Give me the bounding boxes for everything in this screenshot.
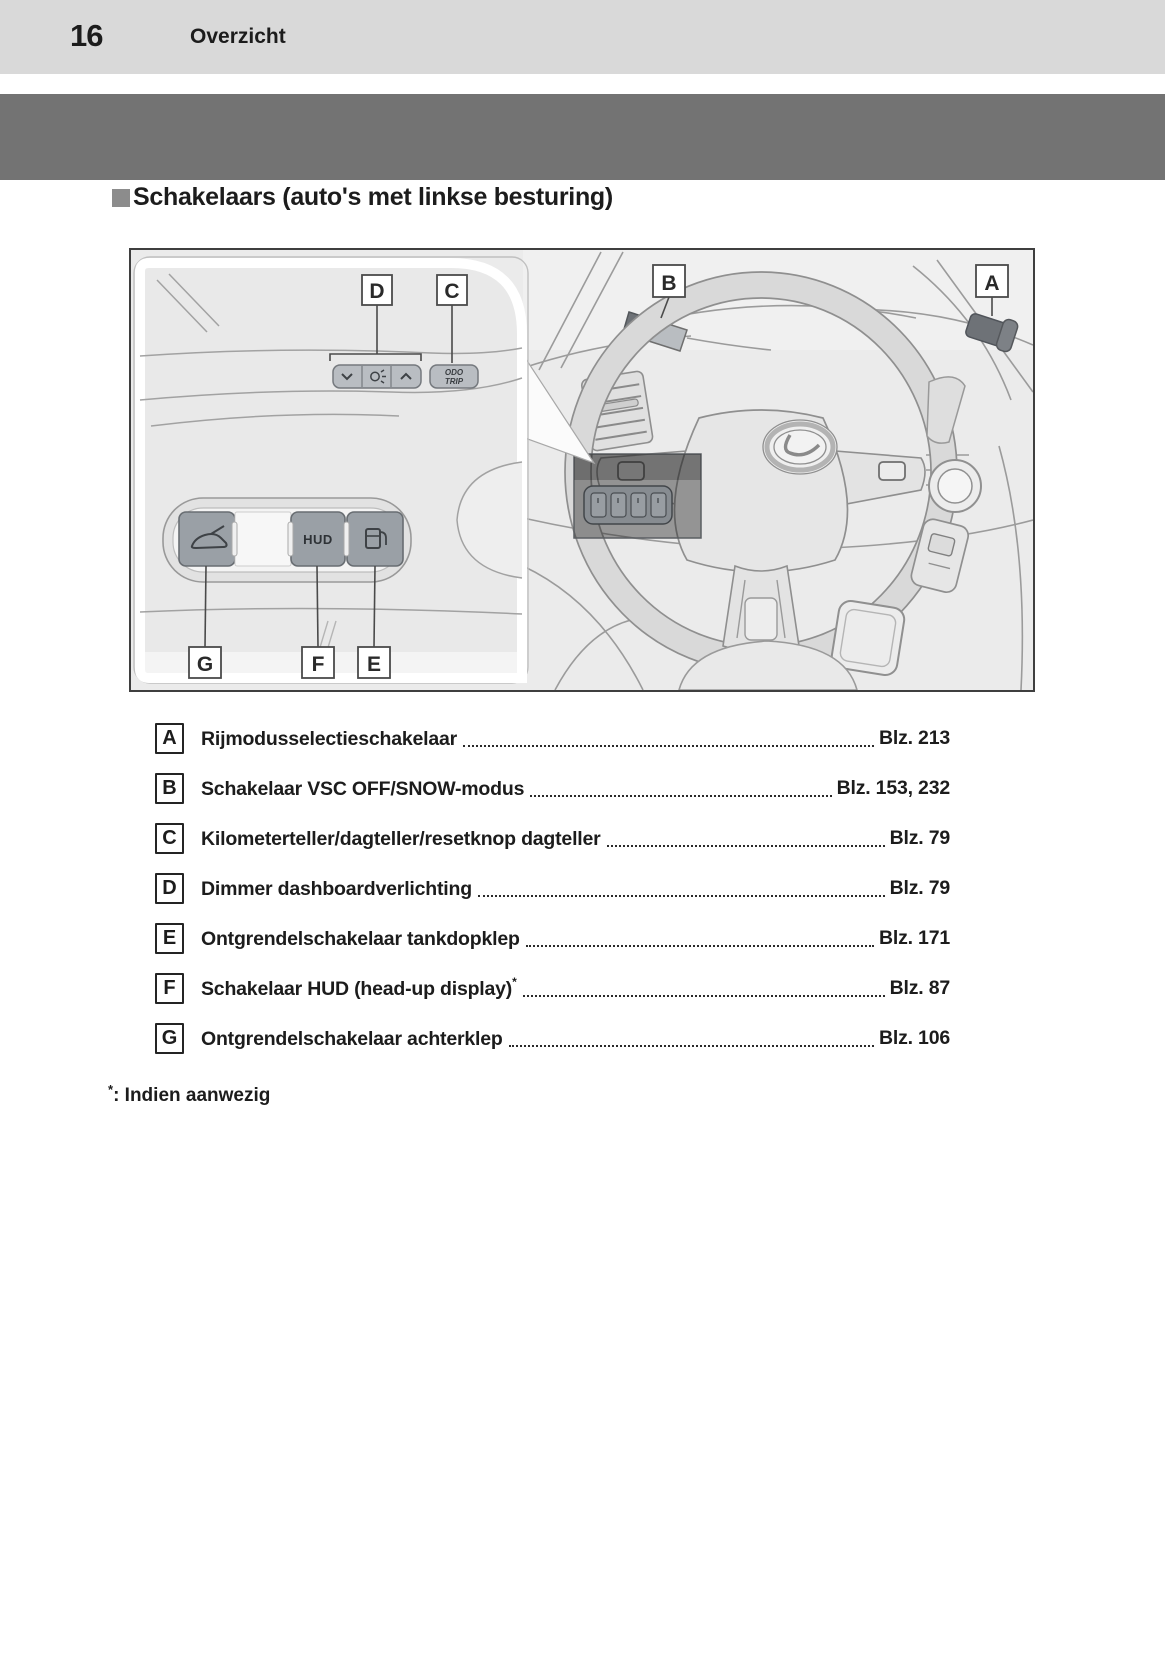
page-reference: Blz. 171 [878, 926, 950, 949]
footnote-asterisk: * [108, 1082, 114, 1097]
legend-label: Schakelaar HUD (head-up display)* [201, 975, 517, 1000]
dot-leader [478, 895, 885, 897]
legend-row-b [155, 772, 950, 804]
callout-key: D [155, 873, 184, 904]
section-heading [112, 183, 613, 212]
legend-row-c [155, 822, 950, 854]
section-title: Overzicht [190, 25, 286, 48]
legend-list [155, 722, 950, 1072]
dot-leader [607, 845, 885, 847]
page-number: 16 [70, 18, 103, 53]
page-reference: Blz. 79 [889, 876, 950, 899]
dot-leader [523, 995, 885, 997]
windshield-area [523, 250, 1033, 350]
inset-panel [134, 257, 528, 683]
dot-leader [463, 745, 874, 747]
callout-key: C [155, 823, 184, 854]
dashboard-illustration [131, 250, 1033, 690]
dot-leader [509, 1045, 874, 1047]
page-reference: Blz. 153, 232 [836, 776, 950, 799]
legend-row-f [155, 972, 950, 1004]
lexus-emblem [763, 420, 837, 474]
legend-row-g [155, 1022, 950, 1054]
hud-label: HUD [303, 532, 333, 547]
page-reference: Blz. 87 [889, 976, 950, 999]
callout-key: A [155, 723, 184, 754]
callout-a: A [984, 272, 1000, 295]
callout-key: E [155, 923, 184, 954]
right-spoke-button [879, 462, 905, 480]
start-button [929, 460, 981, 512]
section-heading-text: Schakelaars (auto's met linkse besturing) [133, 183, 613, 211]
chapter-banner [0, 94, 1165, 180]
legend-row-e [155, 922, 950, 954]
odo-trip-button [430, 365, 478, 388]
legend-row-d [155, 872, 950, 904]
dimmer-button-cluster [333, 365, 421, 388]
footnote [108, 1082, 270, 1107]
page-reference: Blz. 213 [878, 726, 950, 749]
callout-b: B [661, 272, 677, 295]
fuel-door-button [347, 512, 403, 566]
odo-label: ODO [444, 368, 464, 377]
callout-g: G [196, 653, 214, 676]
legend-label: Ontgrendelschakelaar achterklep [201, 1028, 503, 1050]
dot-leader [530, 795, 831, 797]
legend-label: Kilometerteller/dagteller/resetknop dagteller [201, 828, 601, 850]
dot-leader [526, 945, 874, 947]
callout-f: F [311, 653, 325, 676]
callout-d: D [369, 280, 385, 303]
lower-switch-panel [163, 498, 411, 582]
page-reference: Blz. 106 [878, 1026, 950, 1049]
legend-label: Schakelaar VSC OFF/SNOW-modus [201, 778, 525, 800]
legend-label: Ontgrendelschakelaar tankdopklep [201, 928, 520, 950]
callout-key: F [155, 973, 184, 1004]
page-header-bar [0, 0, 1165, 74]
legend-row-a [155, 722, 950, 754]
callout-e: E [366, 653, 382, 676]
page-reference: Blz. 79 [889, 826, 950, 849]
callout-key: B [155, 773, 184, 804]
callout-c: C [444, 280, 460, 303]
dashboard-figure [129, 248, 1035, 692]
legend-label: Rijmodusselectieschakelaar [201, 728, 458, 750]
trip-label: TRIP [444, 377, 464, 386]
callout-key: G [155, 1023, 184, 1054]
highlight-region [574, 454, 701, 538]
blank-switch-slot [235, 512, 291, 566]
footnote-text: : Indien aanwezig [113, 1085, 271, 1106]
heading-square-icon [112, 189, 130, 207]
legend-label: Dimmer dashboardverlichting [201, 878, 472, 900]
trunk-release-button [179, 512, 235, 566]
